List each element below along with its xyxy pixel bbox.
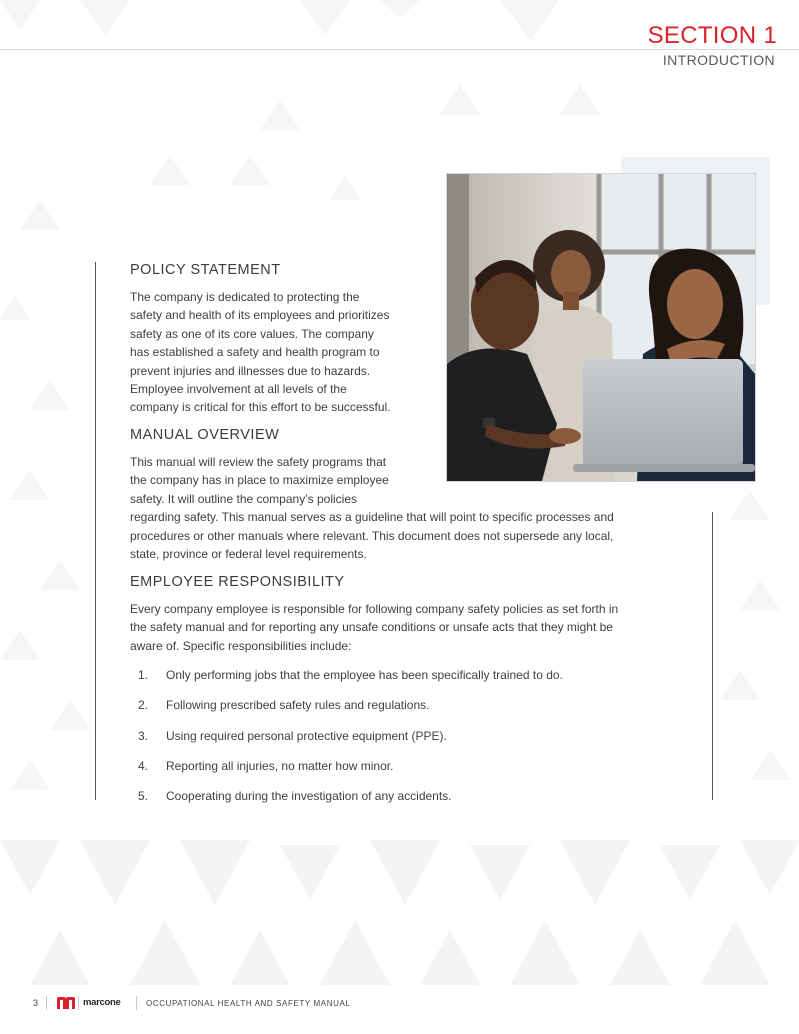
list-item-text: Using required personal protective equipment (PPE). <box>166 728 447 743</box>
policy-line: company is critical for this effort to be successful. <box>130 400 391 415</box>
footer-separator <box>78 996 79 1010</box>
manual-overview-heading: MANUAL OVERVIEW <box>130 427 280 443</box>
list-item-text: Following prescribed safety rules and regulations. <box>166 698 430 713</box>
policy-statement-heading: POLICY STATEMENT <box>130 262 281 278</box>
right-vertical-rule <box>712 512 713 800</box>
employee-responsibility-paragraph <box>130 600 618 655</box>
manual-title: OCCUPATIONAL HEALTH AND SAFETY MANUAL <box>146 999 351 1008</box>
team-photo <box>446 173 756 482</box>
employee-responsibility-heading: EMPLOYEE RESPONSIBILITY <box>130 574 345 590</box>
list-item-number: 4. <box>138 758 149 773</box>
page-number: 3 <box>33 998 39 1008</box>
list-item-number: 3. <box>138 728 149 743</box>
list-item-number: 5. <box>138 789 149 804</box>
policy-line: safety as one of its core values. The company <box>130 326 374 341</box>
brand-logo-icon <box>56 996 76 1010</box>
list-item-number: 1. <box>138 668 149 682</box>
brand-wordmark: marcone <box>83 997 121 1008</box>
responsibility-line: aware of. Specific responsibilities include: <box>130 638 352 653</box>
overview-line: state, province or federal level requirements. <box>130 547 367 562</box>
section-subtitle: INTRODUCTION <box>662 52 775 68</box>
policy-line: safety and health of its employees and prioritizes <box>130 308 390 323</box>
manual-overview-paragraph <box>130 453 614 563</box>
policy-line: prevent injuries and illnesses due to hazards. <box>130 363 371 378</box>
team-photo-illustration <box>447 174 755 481</box>
list-item-text: Cooperating during the investigation of any accidents. <box>166 789 452 804</box>
policy-line: The company is dedicated to protecting the <box>130 290 360 304</box>
left-vertical-rule <box>95 262 96 800</box>
policy-line: Employee involvement at all levels of the <box>130 382 347 397</box>
overview-line: procedures or other manuals where relevant. This document does not supersede any local, <box>130 528 614 543</box>
overview-line: This manual will review the safety programs that <box>130 455 387 469</box>
overview-line: regarding safety. This manual serves as a guideline that will point to specific processes and <box>130 510 614 525</box>
section-title: SECTION 1 <box>647 22 777 49</box>
responsibility-line: Every company employee is responsible for following company safety policies as set forth in <box>130 602 619 616</box>
footer-separator <box>46 996 47 1010</box>
list-item-number: 2. <box>138 698 149 713</box>
footer-separator <box>136 996 137 1010</box>
list-item-text: Only performing jobs that the employee has been specifically trained to do. <box>166 668 563 682</box>
list-item-text: Reporting all injuries, no matter how minor. <box>166 758 394 773</box>
policy-statement-paragraph <box>130 288 391 417</box>
overview-line: the company has in place to maximize employee <box>130 473 389 488</box>
page-footer <box>0 994 799 1014</box>
overview-line: safety. It will outline the company’s policies <box>130 491 357 506</box>
responsibility-line: the safety manual and for reporting any unsafe conditions or unsafe acts that they might be <box>130 620 613 635</box>
policy-line: has established a safety and health program to <box>130 345 380 360</box>
